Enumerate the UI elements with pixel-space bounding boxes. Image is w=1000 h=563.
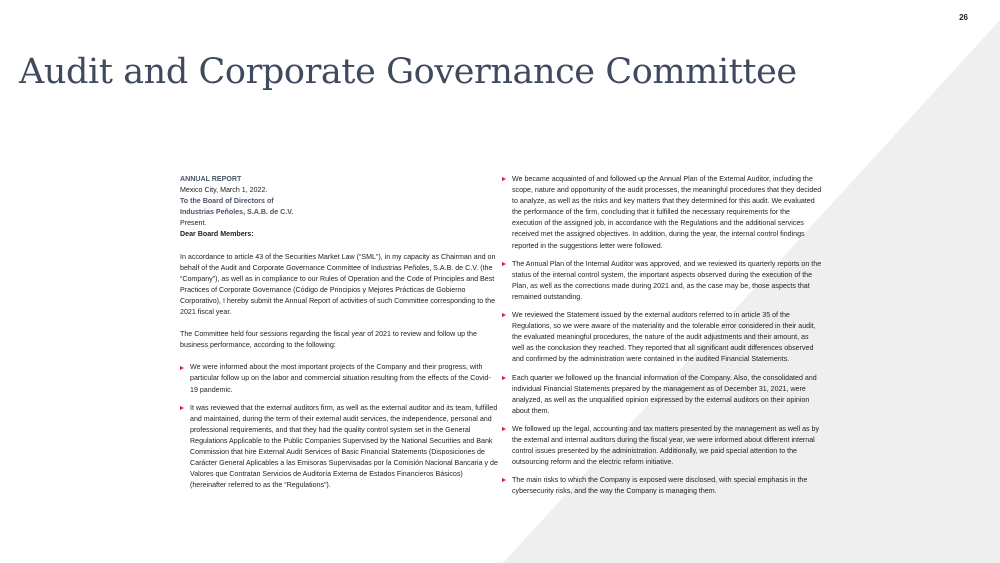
triangle-bullet-icon (502, 427, 506, 431)
list-item-text: The Annual Plan of the Internal Auditor was approved, and we reviewed its quarterly reports on the status of the internal control system, the important aspects observed during the execution of the Plan, as well as the corrections made during 2021 and, as the case may be, those aspects that remained outstanding. (512, 259, 822, 301)
list-item (502, 475, 822, 497)
list-item-text: Each quarter we followed up the financial information of the Company. Also, the consolidated and individual Financial Statements prepared by the management as of December 31, 2021, were analyzed, as well as the unqualified opinion expressed by the external auditors on their opinion about them. (512, 373, 817, 415)
triangle-bullet-icon (502, 376, 506, 380)
list-item-text: We were informed about the most important projects of the Company and their progress, with particular follow up on the labor and commercial situation resulting from the effects of the Covid-19 pandemic. (190, 363, 491, 394)
list-item-text: We became acquainted of and followed up the Annual Plan of the External Auditor, including the scope, nature and opportunity of the audit processes, the meaningful procedures that they decided to analyze, as well as the risks and key matters that they determined for this audit. We evaluated the performance of the firm, concluding that it fulfilled the necessary requirements for the execution of the assigned job, in accordance with the Regulations and the additional services received met the assigned objectives. In addition, during the year, the internal control findings reported in the suggestions letter were followed. (512, 175, 822, 250)
right-bullet-list (502, 174, 822, 497)
right-column (502, 174, 822, 504)
triangle-bullet-icon (502, 478, 506, 482)
triangle-bullet-icon (180, 366, 184, 370)
list-item (180, 362, 498, 395)
list-item (502, 310, 822, 365)
report-header (180, 174, 498, 196)
addressee-line-2: Industrias Peñoles, S.A.B. de C.V. (180, 208, 294, 217)
triangle-bullet-icon (502, 262, 506, 266)
sessions-paragraph: The Committee held four sessions regarding the fiscal year of 2021 to review and follow up the business performance, according to the following: (180, 330, 477, 350)
list-item (502, 424, 822, 468)
report-date: Mexico City, March 1, 2022. (180, 186, 268, 195)
triangle-bullet-icon (180, 406, 184, 410)
list-item-text: We followed up the legal, accounting and tax matters presented by the management as well as by the external and internal auditors during the fiscal year, we were informed about different internal control issues presented by the administration. Additionally, we paid special attention to the outsourcing reform and the electric reform initiative. (512, 424, 820, 467)
list-item (180, 403, 498, 492)
page-number: 26 (959, 13, 968, 22)
left-bullet-list (180, 362, 498, 491)
list-item (502, 373, 822, 417)
list-item (502, 174, 822, 252)
list-item (502, 259, 822, 303)
greeting: Dear Board Members: (180, 230, 254, 239)
present-line: Present. (180, 219, 207, 228)
page-title: Audit and Corporate Governance Committee (19, 52, 797, 92)
triangle-bullet-icon (502, 177, 506, 181)
list-item-text: The main risks to which the Company is exposed were disclosed, with special emphasis in the cybersecurity risks, and the way the Company is managing them. (512, 476, 808, 496)
triangle-bullet-icon (502, 313, 506, 317)
intro-paragraph: In accordance to article 43 of the Securities Market Law (“SML”), in my capacity as Chairman and on behalf of the Audit and Corporate Governance Committee of Industrias Peñoles, S.A.B. de C.V. (the “Company”), as well as in compliance to our Rules of Operation and the Code of Principles and Best Practices of Corporate Governance (Código de Principios y Mejores Prácticas de Gobierno Corporativo), I hereby submit the Annual Report of activities of such Committee corresponding to the 2021 fiscal year. (180, 252, 496, 317)
list-item-text: It was reviewed that the external auditors firm, as well as the external auditor and its team, fulfilled and maintained, during the term of their external audit services, the independence, personal and professional requirements, and that they had the quality control system set in the General Regulations Applicable to the Public Companies Supervised by the National Securities and Bank Commission that hire External Audit Services of Basic Financial Statements (Disposiciones de Carácter General Aplicables a las Emisoras Supervisadas por la Comisión Nacional Bancaria y de Valores que Contratan Servicios de Auditoría Externa de Estados Financieros Básicos) (hereinafter referred to as the “Regulations”). (190, 403, 498, 490)
left-column (180, 174, 498, 498)
addressee-line-1: To the Board of Directors of (180, 197, 274, 206)
list-item-text: We reviewed the Statement issued by the external auditors referred to in article 35 of the Regulations, so we were aware of the materiality and the tolerable error considered in their audit, the evaluated meaningful procedures, the nature of the audit adjustments and their amount, as well as the conclusion they reached. They reported that all significant audit differences observed and confirmed by the administration were contained in the audited Financial Statements. (512, 311, 816, 364)
report-label: ANNUAL REPORT (180, 175, 242, 183)
addressee-block (180, 196, 498, 229)
